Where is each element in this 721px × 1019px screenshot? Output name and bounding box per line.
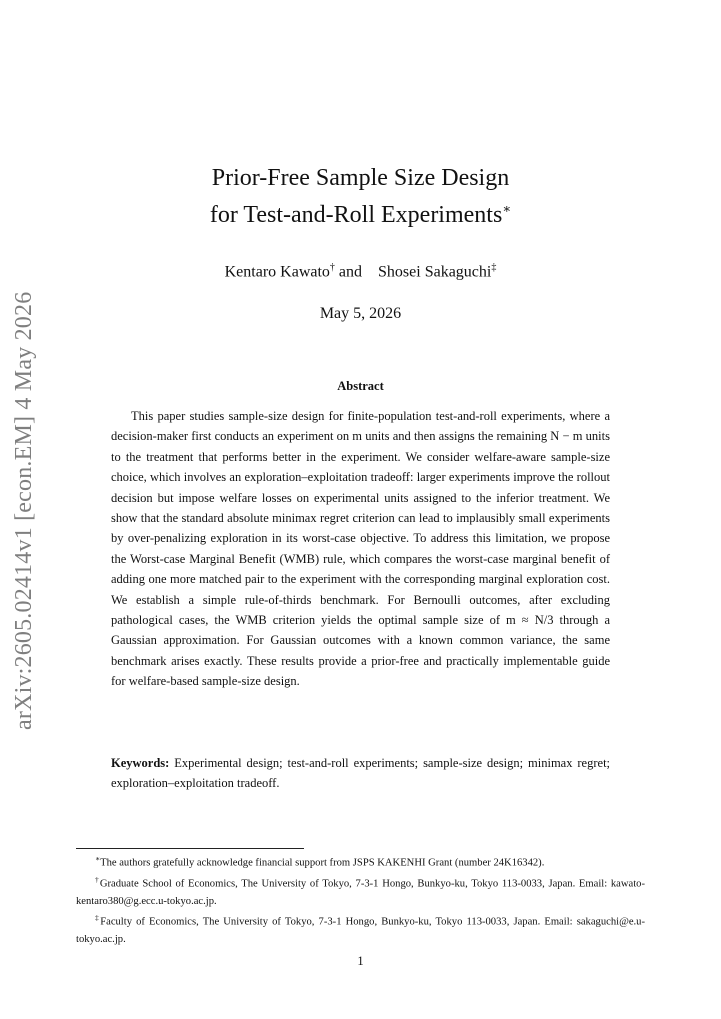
footnote-funding (76, 851, 645, 872)
title-line-1: Prior-Free Sample Size Design (211, 165, 510, 191)
footnote-mark: ‡ (95, 913, 101, 923)
author-list (0, 262, 721, 281)
title-footnote-mark: ∗ (502, 201, 512, 216)
paper-title (0, 160, 721, 234)
footnote-author-2-affiliation (76, 910, 645, 948)
author-footnote-mark: † (329, 262, 335, 273)
footnote-mark: ∗ (95, 854, 101, 863)
author-footnote-mark: ‡ (491, 262, 497, 273)
abstract-text: This paper studies sample-size design for finite-population test-and-roll experiments, where a decision-maker first conducts an experiment on m units and then assigns the remaining N − m units to the treatment that performs better in the experiment. We consider welfare-aware sample-size choice, which involves an exploration–exploitation tradeoff: larger experiments improve the rollout decision but impose welfare losses on experimental units assigned to the inferior treatment. We show that the standard absolute minimax regret criterion can lead to implausibly small experiments by over-penalizing exploration in its worst-case objective. To address this limitation, we propose the Worst-case Marginal Benefit (WMB) rule, which compares the worst-case marginal benefit of adding one more matched pair to the experiment with the corresponding marginal exploration cost. We establish a simple rule-of-thirds benchmark. For Bernoulli outcomes, after excluding pathological cases, the WMB criterion yields the optimal sample size of m ≈ N/3 through a Gaussian approximation. For Gaussian outcomes with a known common variance, the same benchmark arises exactly. These results provide a prior-free and practically implementable guide for welfare-based sample-size design. (111, 409, 610, 689)
title-line-2-text: for Test-and-Roll Experiments (209, 202, 503, 228)
author-name: Kentaro Kawato (224, 263, 330, 281)
publication-date: May 5, 2026 (319, 305, 402, 322)
author-joiner: and (338, 263, 363, 281)
keywords-paragraph (111, 753, 610, 793)
footnote-text: The authors gratefully acknowledge financial support from JSPS KAKENHI Grant (number 24K16342). (100, 857, 545, 869)
footnote-mark: † (95, 875, 100, 885)
keywords-label: Keywords: (111, 756, 170, 770)
author-name: Shosei Sakaguchi (378, 263, 492, 281)
abstract-heading: Abstract (337, 379, 384, 393)
arxiv-identifier-stamp: arXiv:2605.02414v1 [econ.EM] 4 May 2026 (11, 291, 37, 730)
page-number: 1 (357, 954, 364, 968)
footnote-divider (76, 848, 304, 849)
footnotes (76, 851, 645, 949)
footnote-author-1-affiliation (76, 872, 645, 910)
keywords-text: Experimental design; test-and-roll experiments; sample-size design; minimax regret; exploration–exploitation tradeoff. (111, 756, 611, 790)
footnote-text: Graduate School of Economics, The University of Tokyo, 7-3-1 Hongo, Bunkyo-ku, Tokyo 113-0033, Japan. Email: kawato-kentaro380@g.ecc.u-tokyo.ac.jp. (76, 878, 646, 907)
title-line-2 (0, 197, 721, 234)
footnote-text: Faculty of Economics, The University of Tokyo, 7-3-1 Hongo, Bunkyo-ku, Tokyo 113-0033, Japan. Email: sakaguchi@e.u-tokyo.ac.jp. (76, 916, 645, 945)
